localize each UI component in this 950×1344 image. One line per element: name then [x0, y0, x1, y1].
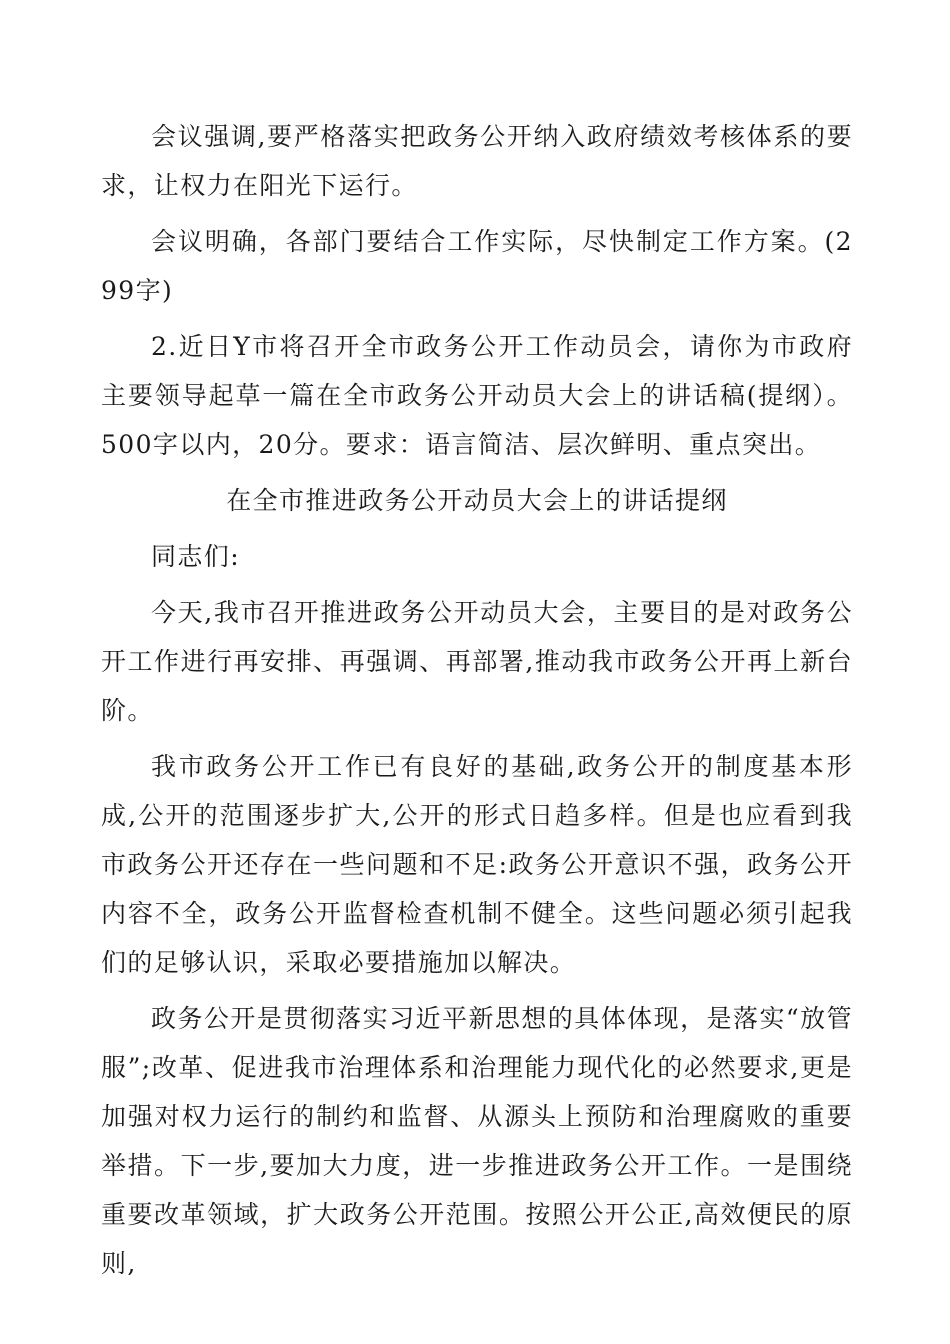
speech-title: 在全市推进政务公开动员大会上的讲话提纲	[226, 486, 728, 515]
paragraph-significance: 政务公开是贯彻落实习近平新思想的具体体现，是落实“放管服”;改革、促进我市治理体系和治理能力现代化的必然要求,更是加强对权力运行的制约和监督、从源头上预防和治理腐败的重要举措。下一步,要加大力度，进一步推进政务公开工作。一是围绕重要改革领域，扩大政务公开范围。按照公开公正,高效便民的原则,	[101, 1004, 853, 1278]
paragraph-question-2: 2.近日Y市将召开全市政务公开工作动员会，请你为市政府主要领导起草一篇在全市政务公开动员大会上的讲话稿(提纲）。500字以内，20分。要求：语言简洁、层次鲜明、重点突出。	[101, 332, 853, 459]
salutation: 同志们:	[151, 542, 241, 571]
paragraph-intro: 今天,我市召开推进政务公开动员大会，主要目的是对政务公开工作进行再安排、再强调、再部署,推动我市政务公开再上新台阶。	[101, 598, 853, 725]
paragraph-meeting-emphasis: 会议强调,要严格落实把政务公开纳入政府绩效考核体系的要求，让权力在阳光下运行。	[101, 122, 853, 200]
paragraph-status: 我市政务公开工作已有良好的基础,政务公开的制度基本形成,公开的范围逐步扩大,公开的形式日趋多样。但是也应看到我市政务公开还存在一些问题和不足:政务公开意识不强，政务公开内容不全，政务公开监督检查机制不健全。这些问题必须引起我们的足够认识，采取必要措施加以解决。	[101, 752, 853, 977]
paragraph-meeting-clarify: 会议明确，各部门要结合工作实际，尽快制定工作方案。(299字)	[101, 227, 853, 305]
document-page	[101, 112, 853, 1295]
